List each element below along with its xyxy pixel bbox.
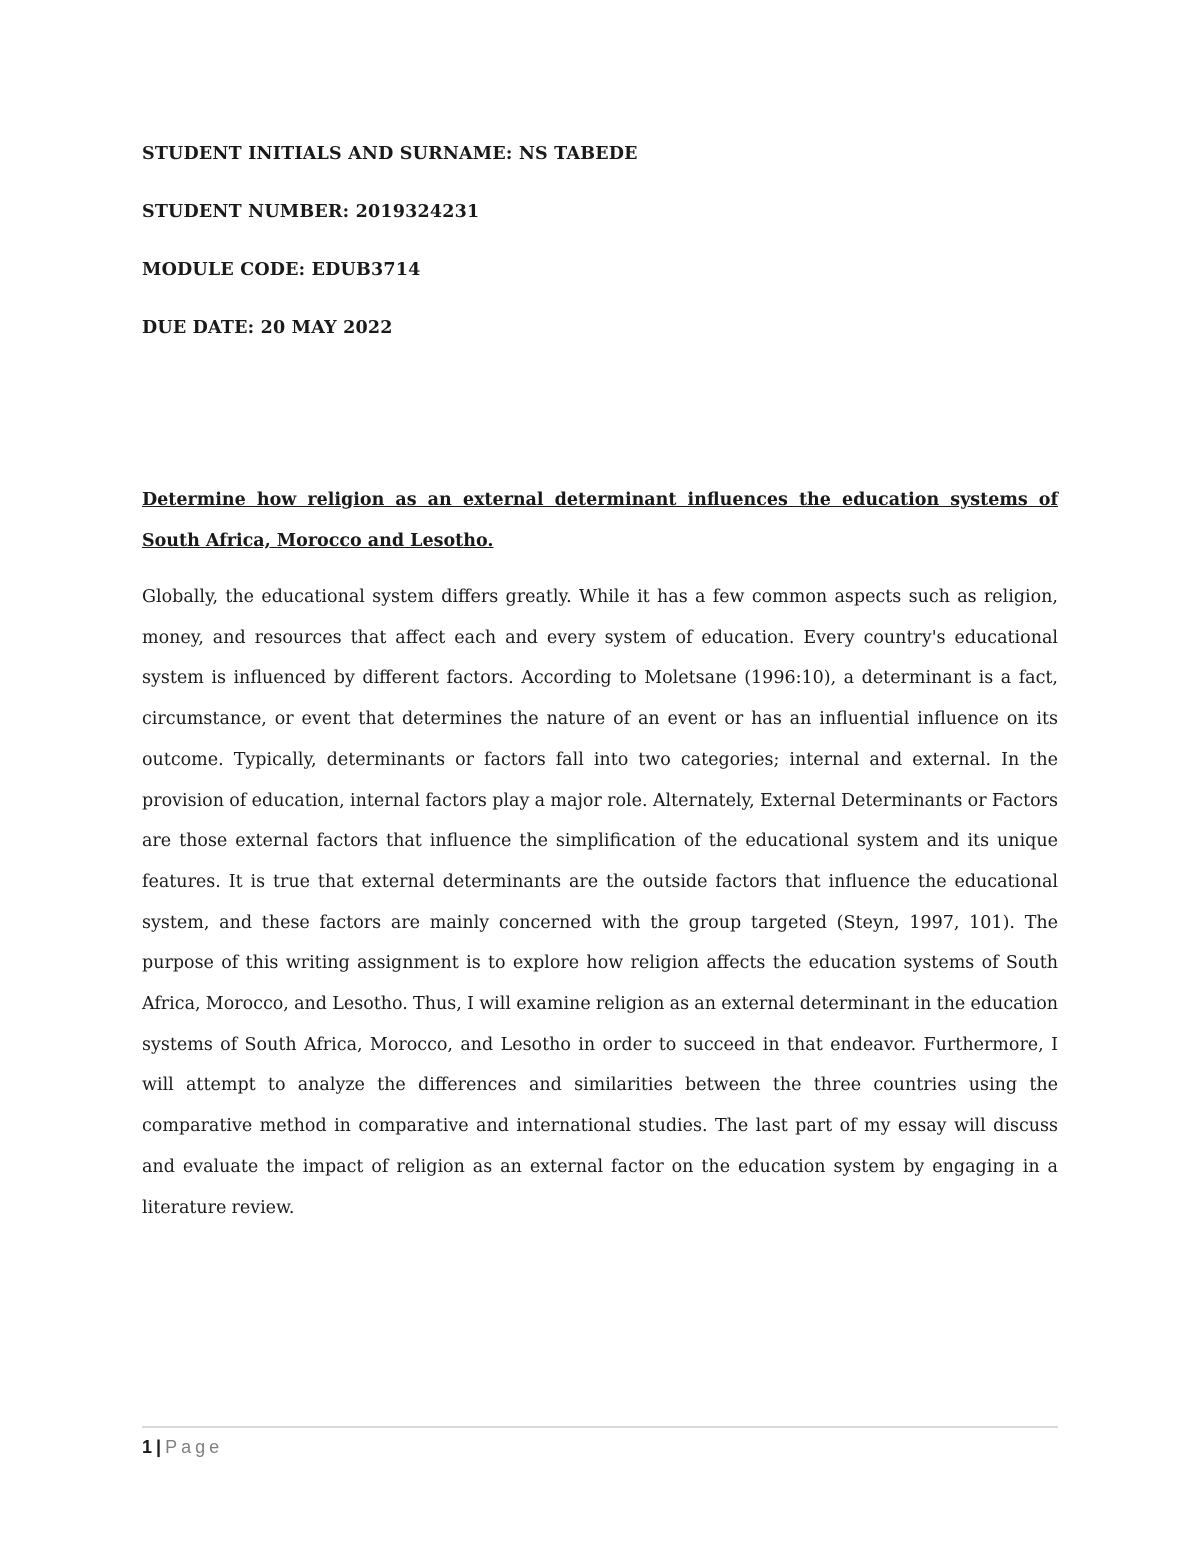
page-label: Page [165,1437,224,1457]
student-number-line: STUDENT NUMBER: 2019324231 [142,202,480,222]
footer-divider [142,1426,1058,1428]
introduction-paragraph: Globally, the educational system differs greatly. While it has a few common aspects such as religion, money, and resources that affect each and every system of education. Every country's educational system is influenced by different factors. According to Moletsane (1996:10), a determinant is a fact, circumstance, or event that determines the nature of an event or has an influential influence on its outcome. Typically, determinants or factors fall into two categories; internal and external. In the provision of education, internal factors play a major role. Alternately, External Determinants or Factors are those external factors that influence the simplification of the educational system and its unique features. It is true that external determinants are the outside factors that influence the educational system, and these factors are mainly concerned with the group targeted (Steyn, 1997, 101). The purpose of this writing assignment is to explore how religion affects the education systems of South Africa, Morocco, and Lesotho. Thus, I will examine religion as an external determinant in the education systems of South Africa, Morocco, and Lesotho in order to succeed in that endeavor. Furthermore, I will attempt to analyze the differences and similarities between the three countries using the comparative method in comparative and international studies. The last part of my essay will discuss and evaluate the impact of religion as an external factor on the education system by engaging in a literature review. [142,587,1058,1218]
page-number: 1 [142,1437,153,1457]
page-footer [142,1426,1058,1458]
footer-separator: | [156,1437,162,1457]
student-name-line: STUDENT INITIALS AND SURNAME: NS TABEDE [142,144,638,164]
due-date-line: DUE DATE: 20 MAY 2022 [142,318,393,338]
module-code-line: MODULE CODE: EDUB3714 [142,260,421,280]
page-number-footer [142,1436,1058,1458]
student-details [142,142,1058,374]
essay-question-heading: Determine how religion as an external determinant influences the education systems of South Africa, Morocco and Lesotho. [142,490,1058,551]
